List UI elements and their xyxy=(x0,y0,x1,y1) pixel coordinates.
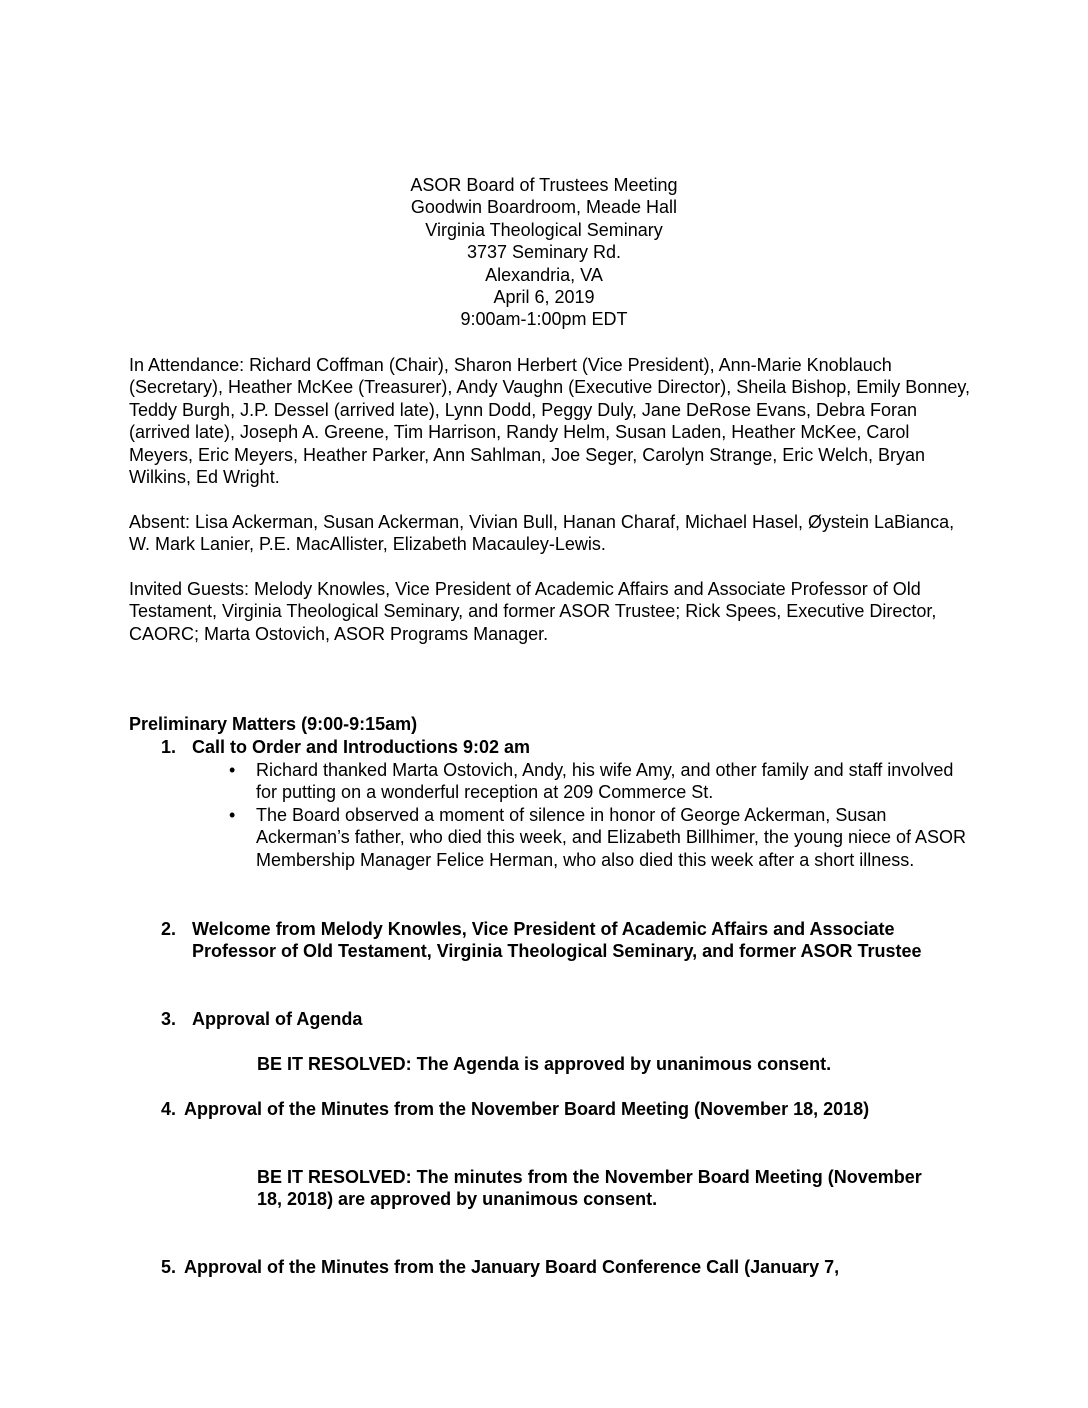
item-1-bullets xyxy=(229,759,974,871)
agenda-item-3 xyxy=(161,1008,961,1030)
meeting-title: ASOR Board of Trustees Meeting xyxy=(410,175,678,195)
guests-paragraph: Invited Guests: Melody Knowles, Vice President of Academic Affairs and Associate Professor of Old Testament, Virginia Theological Seminary, and former ASOR Trustee; Rick Spees, Executive Director, CAORC; Marta Ostovich, ASOR Programs Manager. xyxy=(129,579,937,644)
bullet-icon: • xyxy=(229,760,236,780)
agenda-item-number: 5. xyxy=(161,1257,177,1277)
agenda-item-number: 4. xyxy=(161,1099,177,1119)
bullet-text: The Board observed a moment of silence in honor of George Ackerman, Susan Ackerman’s father, who died this week, and Elizabeth Billhimer, the young niece of ASOR Membership Manager Felice Herman, who also died this week after a short illness. xyxy=(256,804,967,870)
list-item xyxy=(229,804,974,871)
agenda-item-1 xyxy=(161,736,961,758)
agenda-item-text: Approval of Agenda xyxy=(192,1009,363,1029)
agenda-item-4 xyxy=(161,1098,881,1120)
section-heading: Preliminary Matters (9:00-9:15am) xyxy=(129,714,418,734)
agenda-item-number: 3. xyxy=(161,1009,177,1029)
meeting-city: Alexandria, VA xyxy=(485,264,603,285)
meeting-time: 9:00am-1:00pm EDT xyxy=(460,309,628,330)
agenda-item-text: Call to Order and Introductions 9:02 am xyxy=(192,737,531,757)
attendance-paragraph: In Attendance: Richard Coffman (Chair), Sharon Herbert (Vice President), Ann-Marie Knoblauch (Secretary), Heather McKee (Treasurer), Andy Vaughn (Executive Director), Sheila Bishop, Emily Bonney, Teddy Burgh, J.P. Dessel (arrived late), Lynn Dodd, Peggy Duly, Jane DeRose Evans, Debra Foran (arrived late), Joseph A. Greene, Tim Harrison, Randy Helm, Susan Laden, Heather McKee, Carol Meyers, Eric Meyers, Heather Parker, Ann Sahlman, Joe Seger, Carolyn Strange, Eric Welch, Bryan Wilkins, Ed Wright. xyxy=(129,355,971,488)
list-item xyxy=(229,759,974,804)
agenda-item-text: Approval of the Minutes from the November Board Meeting (November 18, 2018) xyxy=(184,1099,870,1119)
agenda-item-text: Welcome from Melody Knowles, Vice President of Academic Affairs and Associate Professor of Old Testament, Virginia Theological Seminary, and former ASOR Trustee xyxy=(192,919,922,962)
resolution-minutes-november: BE IT RESOLVED: The minutes from the November Board Meeting (November 18, 2018) are approved by unanimous consent. xyxy=(257,1167,922,1210)
meeting-street: 3737 Seminary Rd. xyxy=(466,242,622,263)
meeting-header xyxy=(0,174,1088,331)
meeting-institution: Virginia Theological Seminary xyxy=(425,219,663,240)
bullet-text: Richard thanked Marta Ostovich, Andy, his wife Amy, and other family and staff involved for putting on a wonderful reception at 209 Commerce St. xyxy=(256,760,954,803)
agenda-item-number: 1. xyxy=(161,737,177,757)
bullet-icon: • xyxy=(229,804,236,825)
agenda-item-5 xyxy=(161,1256,961,1278)
agenda-item-2 xyxy=(161,918,971,963)
meeting-room: Goodwin Boardroom, Meade Hall xyxy=(410,197,678,218)
resolution-agenda: BE IT RESOLVED: The Agenda is approved by unanimous consent. xyxy=(257,1054,832,1074)
meeting-date: April 6, 2019 xyxy=(493,287,595,308)
absent-paragraph: Absent: Lisa Ackerman, Susan Ackerman, Vivian Bull, Hanan Charaf, Michael Hasel, Øystein LaBianca, W. Mark Lanier, P.E. MacAllister, Elizabeth Macauley-Lewis. xyxy=(129,512,955,555)
agenda-item-number: 2. xyxy=(161,919,177,939)
agenda-item-text: Approval of the Minutes from the January Board Conference Call (January 7, xyxy=(184,1257,840,1277)
